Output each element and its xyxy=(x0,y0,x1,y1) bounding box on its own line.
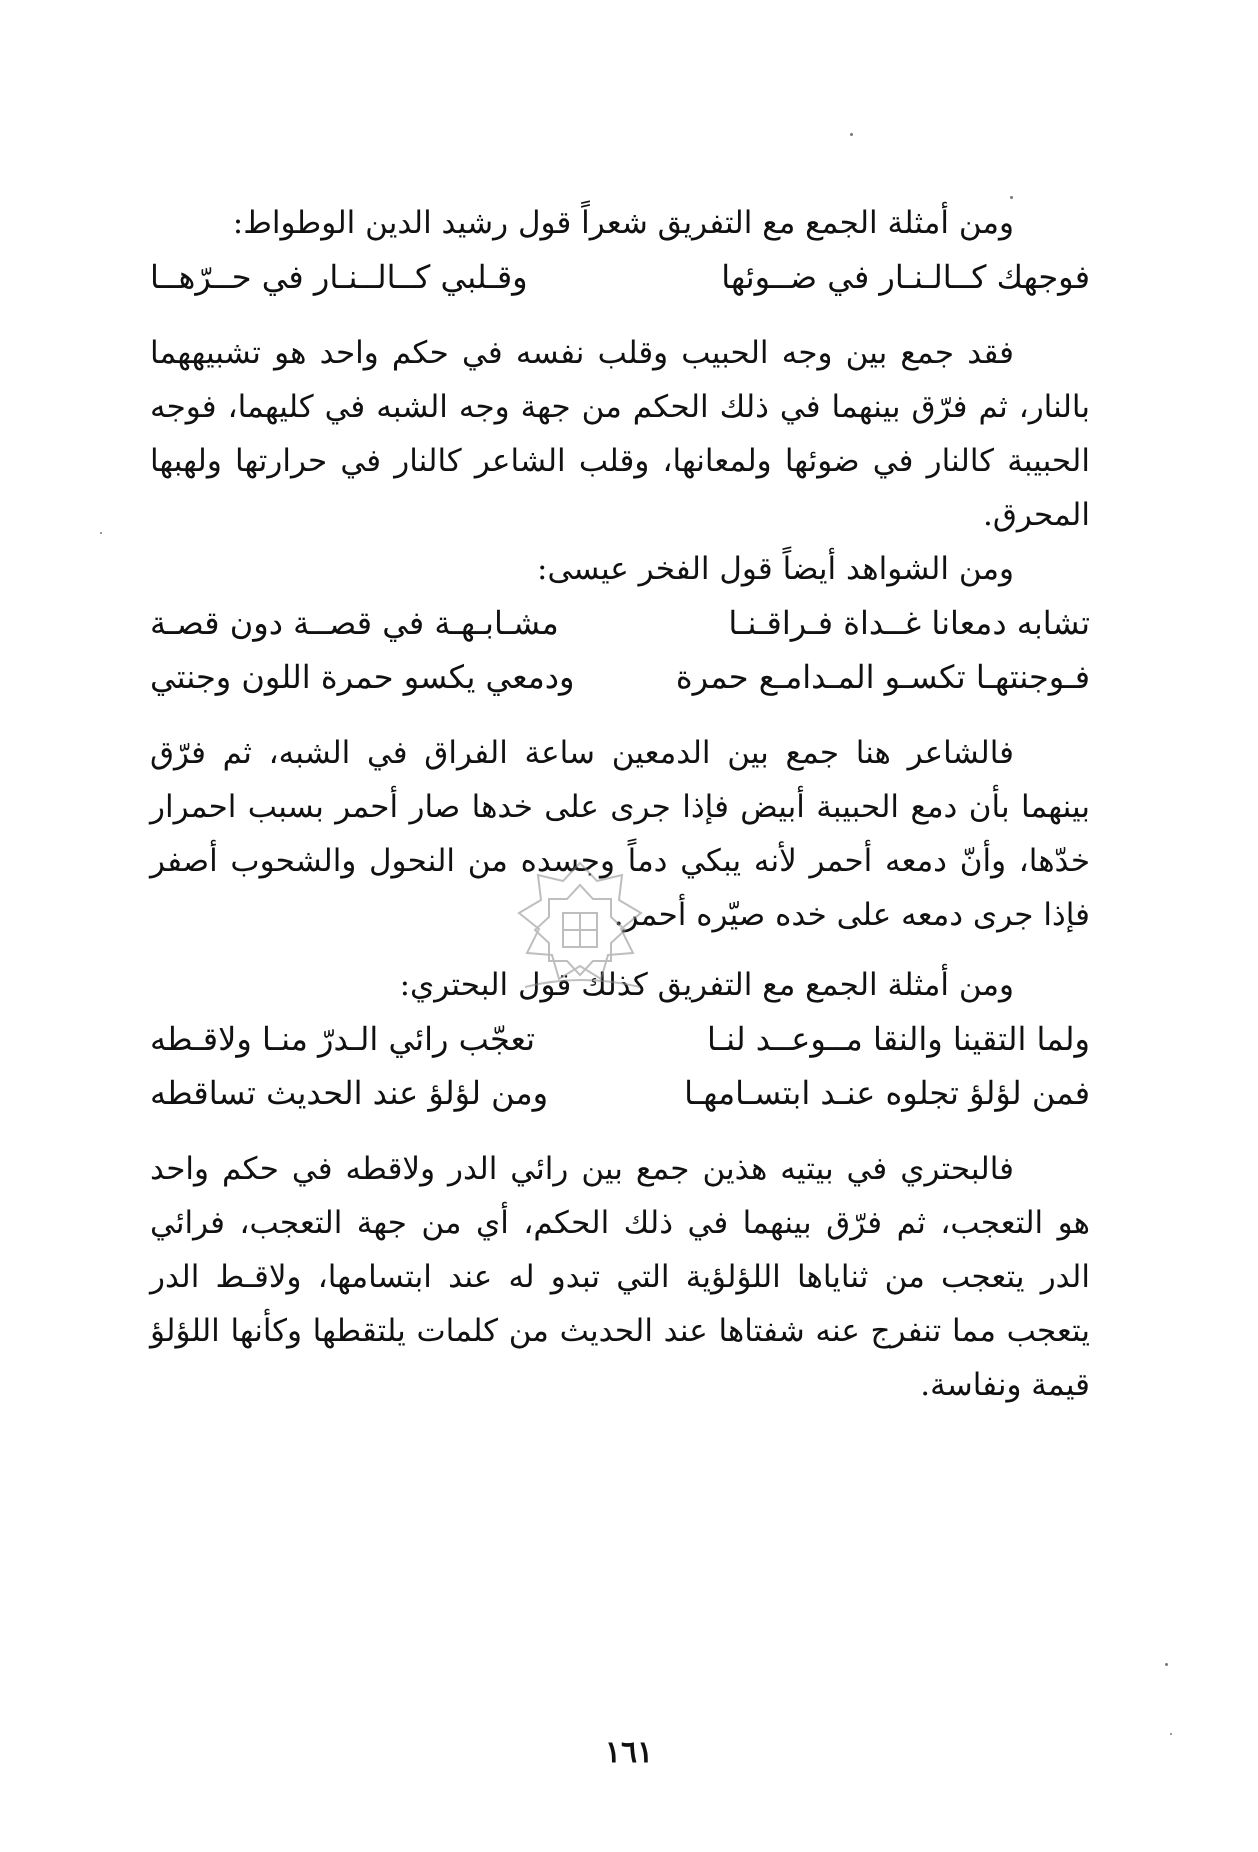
intro-line-2: ومن الشواهد أيضاً قول الفخر عيسى: xyxy=(537,551,1014,587)
paragraph-2: فالشاعر هنا جمع بين الدمعين ساعة الفراق في الشبه، ثم فرّق بينهما بأن دمع الحبيبة أبيض فإذا جرى على خدها صار أحمر بسبب احمرار خدّها، وأنّ دمعه أحمر لأنه يبكي دماً وجسده من النحول والشحوب أصفر فإذا جرى دمعه على خده صيّره أحمر. xyxy=(150,735,1090,933)
verse-3-first-hemistich: فـوجنتهـا تكسـو المـدامـع حمرة xyxy=(675,658,1090,696)
verse-5-first-hemistich: فمن لؤلؤ تجلوه عنـد ابتسـامهـا xyxy=(684,1074,1090,1112)
verse-5-second-hemistich: ومن لؤلؤ عند الحديث تساقطه xyxy=(150,1074,549,1112)
verse-line-5 xyxy=(150,1066,1090,1120)
page-body xyxy=(150,196,1090,1412)
intro-line-3: ومن أمثلة الجمع مع التفريق كذلك قول البحتري: xyxy=(399,967,1014,1003)
verse-1-first-hemistich: فوجهك كــالـنـار في ضــوئها xyxy=(721,258,1090,296)
scan-speck xyxy=(1170,1733,1172,1735)
verse-2-second-hemistich: مشـابـهـة في قصــة دون قصـة xyxy=(150,604,559,642)
scan-speck xyxy=(1010,196,1013,199)
verse-line-3 xyxy=(150,650,1090,704)
paragraph-3: فالبحتري في بيتيه هذين جمع بين رائي الدر ولاقطه في حكم واحد هو التعجب، ثم فرّق بينهما في ذلك الحكم، أي من جهة التعجب، فرائي الدر يتعجب من ثناياها اللؤلؤية التي تبدو له عند ابتسامها، ولاقـط الدر يتعجب مما تنفرج عنه شفتاها عند الحديث من كلمات يلتقطها وكأنها اللؤلؤ قيمة ونفاسة. xyxy=(150,1151,1090,1403)
verse-3-second-hemistich: ودمعي يكسو حمرة اللون وجنتي xyxy=(150,658,575,696)
verse-line-4 xyxy=(150,1012,1090,1066)
scan-speck xyxy=(850,133,853,136)
verse-4-first-hemistich: ولما التقينا والنقا مــوعــد لنـا xyxy=(707,1020,1090,1058)
watermark-stamp-icon xyxy=(505,855,655,1005)
verse-1-second-hemistich: وقـلبي كــالــنـار في حــرّهــا xyxy=(150,258,528,296)
verse-line-1 xyxy=(150,250,1090,304)
scan-speck xyxy=(100,532,102,534)
intro-line-1: ومن أمثلة الجمع مع التفريق شعراً قول رشيد الدين الوطواط: xyxy=(232,205,1014,241)
scan-speck xyxy=(1165,1663,1168,1666)
paragraph-1: فقد جمع بين وجه الحبيب وقلب نفسه في حكم واحد هو تشبيههما بالنار، ثم فرّق بينهما في ذلك الحكم من جهة وجه الشبه في كليهما، فوجه الحبيبة كالنار في ضوئها ولمعانها، وقلب الشاعر كالنار في حرارتها ولهبها المحرق. xyxy=(150,335,1090,533)
page-number: ١٦١ xyxy=(604,1735,654,1770)
verse-4-second-hemistich: تعجّب رائي الـدرّ منـا ولاقـطه xyxy=(150,1020,535,1058)
verse-line-2 xyxy=(150,596,1090,650)
verse-2-first-hemistich: تشابه دمعانا غــداة فـراقـنـا xyxy=(728,604,1090,642)
